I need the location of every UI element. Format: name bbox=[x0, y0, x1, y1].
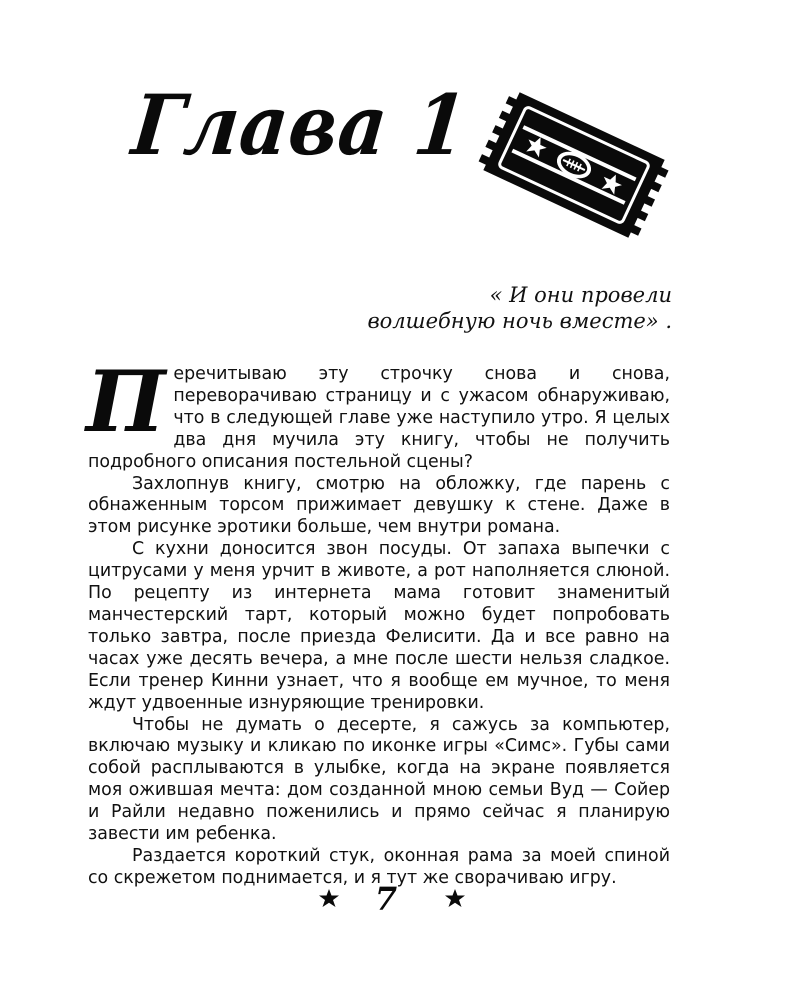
paragraph: Захлопнув книгу, смотрю на обложку, где парень с обнаженным торсом прижимает девушку к стене. Даже в этом рисунке эротики больше, чем внутри романа. bbox=[88, 473, 670, 538]
epigraph-line: волшебную ночь вместе» . bbox=[367, 309, 672, 333]
football-ticket-icon bbox=[476, 86, 672, 244]
epigraph bbox=[367, 282, 672, 334]
paragraph: Чтобы не думать о десерте, я сажусь за компьютер, включаю музыку и кликаю по иконке игры «Симс». Губы сами собой расплываются в улыбке, когда на экране появляется моя ожившая мечта: дом созданной мною семьи Вуд — Сойер и Райли недавно поженились и прямо сейчас я планирую завести им ребенка. bbox=[88, 714, 670, 845]
paragraph bbox=[86, 352, 670, 474]
page-number: 7 bbox=[374, 880, 398, 918]
star-icon bbox=[444, 888, 466, 908]
chapter-title: Глава 1 bbox=[127, 78, 473, 175]
paragraph: С кухни доносится звон посуды. От запаха выпечки с цитрусами у меня урчит в животе, а рот наполняется слюной. По рецепту из интернета мама готовит знаменитый манчестерский тарт, который можно будет попробовать только завтра, после приезда Фелисити. Да и все равно на часах уже десять вечера, а мне после шести нельзя сладкое. Если тренер Кинни узнает, что я вообще ем мучное, то меня ждут удвоенные изнуряющие тренировки. bbox=[88, 539, 670, 713]
epigraph-line: « И они провели bbox=[489, 283, 672, 307]
body-text bbox=[86, 352, 670, 890]
star-icon bbox=[318, 888, 340, 908]
paragraph-text: еречитываю эту строчку снова и снова, переворачиваю страницу и с ужасом обнаруживаю, что в следующей главе уже наступило утро. Я целых два дня мучила эту книгу, чтобы не получить подробного описания постельной сцены? bbox=[88, 364, 670, 472]
drop-cap: П bbox=[86, 352, 166, 451]
page-footer bbox=[0, 880, 800, 920]
paragraph: Раздается короткий стук, оконная рама за моей спиной со скрежетом поднимается, и я тут же сворачиваю игру. bbox=[88, 845, 670, 888]
